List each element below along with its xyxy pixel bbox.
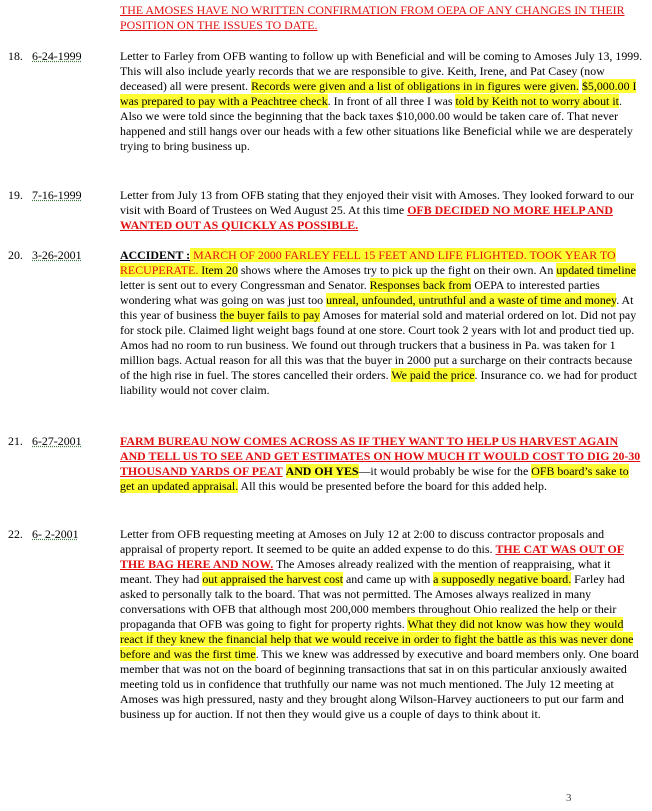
- entry-text: Letter from July 13 from OFB stating that they enjoyed their visit with Amoses. They looked forward to our visit with Board of Trustees on Wed August 25. At this time: [120, 188, 634, 217]
- entry-text: . At this year of business: [120, 293, 634, 322]
- entry-body: [120, 188, 645, 233]
- entry-text: and came up with: [343, 572, 434, 586]
- entry-date: 6-24-1999: [32, 49, 82, 63]
- red-emphasis-text: FARM BUREAU NOW COMES ACROSS AS IF THEY WANT TO HELP US HARVEST AGAIN AND TELL US TO SEE AND GET ESTIMATES ON HOW MUCH IT WOULD COST TO DIG 20-30 THOUSAND YARDS OF PEAT: [120, 434, 641, 478]
- highlight-text: Item 20: [198, 263, 238, 277]
- entry-date: 6-27-2001: [32, 434, 82, 448]
- highlight-text: a supposedly negative board.: [433, 572, 572, 586]
- entry-text: . Insurance co. we had for product liability would not cover claim.: [120, 368, 637, 397]
- highlight-text: out appraised the harvest cost: [202, 572, 344, 586]
- entry-date: 3-26-2001: [32, 248, 82, 262]
- entry-body: [120, 248, 645, 398]
- entry-number: 21.: [8, 434, 23, 448]
- entry-text: Farley had asked to personally talk to the board. That was not permitted. The Amoses always realized in many conversations with OFB that although most 200,000 members throughout Ohio realized the help or their propaganda that OFB was going to fight for property rights.: [120, 572, 625, 631]
- entry-body: [120, 434, 645, 494]
- highlight-text: the buyer fails to pay: [219, 308, 321, 322]
- highlight-text: unreal, unfounded, untruthful and a waste of time and money: [326, 293, 617, 307]
- entry-text: —it would probably be wise for the: [358, 464, 532, 478]
- entry-date: 6- 2-2001: [32, 527, 79, 541]
- highlight-text: told by Keith not to worry about it: [455, 94, 619, 108]
- highlight-text: updated timeline: [556, 263, 636, 277]
- entry-text: Amoses for material sold and material ordered on lot. Did not pay for stock pile. Claimed light weight bags found at one store. Court took 2 years with lot and product tied up. Amos had no room to run business. We found out through truckers that a business in Pa. was taken for 1 million bags. Actual reason for all this was that the buyer in 2000 put a surcharge on their contracts because of the high rise in fuel. The stores cancelled their orders.: [120, 308, 637, 382]
- entry-text: All this would be presented before the board for this added help.: [238, 479, 547, 493]
- entry-text: Letter to Farley from OFB wanting to follow up with Beneficial and will be coming to Amoses July 13, 1999. This will also include yearly records that we are responsible to give. Keith, Irene, and Pat Casey (now deceased) all were present.: [120, 49, 643, 93]
- entry-text: The Amoses already realized with the mention of reappraising, what it meant. They had: [120, 557, 611, 586]
- entry-text: . In front of all three I was: [327, 94, 456, 108]
- entry-text: . This we knew was addressed by executive and board members only. One board member that was not on the board of beginning transactions that sat in on this particular anxiously awaited meeting told us in confidence that truthfully our name was not much mentioned. The July 12 meeting at Amoses was high pressured, nasty and they brought along Wilson-Harvey auctioneers to put our farm and business up for auction. If not then they would give us a couple of days to think about it.: [120, 647, 639, 721]
- highlight-text: Responses back from: [369, 278, 472, 292]
- entry-text: . Also we were told since the beginning that the back taxes $10,000.00 would be taken care of. That never happened and still hangs over our heads with a few other situations like Beneficial while we are desperately trying to bring business up.: [120, 94, 633, 153]
- red-emphasis-text: THE CAT WAS OUT OF THE BAG HERE AND NOW.: [120, 542, 625, 571]
- entry-number: 22.: [8, 527, 23, 541]
- entry-date: 7-16-1999: [32, 188, 82, 202]
- entry-text: OEPA to interested parties wondering what was going on was just too: [120, 278, 600, 307]
- highlight-text: $5,000.00 I was prepared to pay with a Peachtree check: [120, 79, 637, 108]
- entry-body: [120, 49, 645, 154]
- entry-text: shows where the Amoses try to pick up the fight on their own. An: [237, 263, 557, 277]
- entry-text: Letter from OFB requesting meeting at Amoses on July 12 at 2:00 to discuss contractor proposals and appraisal of property report. It seemed to be quite an added expense to do this.: [120, 527, 605, 556]
- entry-number: 19.: [8, 188, 23, 202]
- entry-text: letter is sent out to every Congressman and Senator.: [120, 278, 370, 292]
- page-number: 3: [566, 792, 572, 804]
- highlight-text: OFB board’s sake to get an updated appraisal.: [120, 464, 629, 493]
- highlight-text: We paid the price: [391, 368, 475, 382]
- highlight-text: What they did not know was how they would react if they knew the financial help that we would receive in order to fight the battle as this was never done before and was the first time: [120, 617, 634, 661]
- highlight-text: AND OH YES: [285, 464, 359, 478]
- entry-body: [120, 527, 645, 722]
- highlight-text: Records were given and a list of obligations in in figures were given.: [251, 79, 579, 93]
- accident-label: ACCIDENT :: [120, 248, 191, 262]
- top-note: THE AMOSES HAVE NO WRITTEN CONFIRMATION FROM OEPA OF ANY CHANGES IN THEIR POSITION ON THE ISSUES TO DATE.: [120, 3, 625, 32]
- entry-number: 20.: [8, 248, 23, 262]
- red-emphasis-text: OFB DECIDED NO MORE HELP AND WANTED OUT AS QUICKLY AS POSSIBLE.: [120, 203, 613, 232]
- red-emphasis-text: MARCH OF 2000 FARLEY FELL 15 FEET AND LIFE FLIGHTED. TOOK YEAR TO RECUPERATE.: [120, 248, 616, 277]
- entry-number: 18.: [8, 49, 23, 63]
